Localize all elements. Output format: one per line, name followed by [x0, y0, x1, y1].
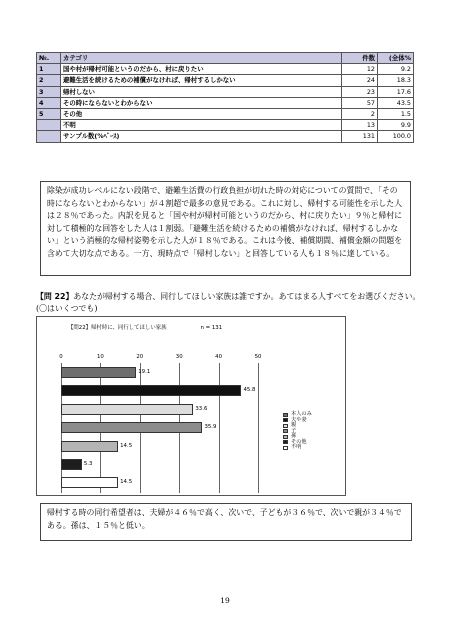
cell-no: 5 — [37, 108, 61, 119]
question-label: 【問 22】 — [36, 292, 74, 301]
legend-label: 親 — [291, 422, 297, 428]
legend-item — [283, 445, 312, 451]
cell-category: 国や村が帰村可能というのだから、村に戻りたい — [61, 64, 342, 75]
cell-count: 13 — [342, 120, 378, 131]
cell-no: 3 — [37, 86, 61, 97]
legend-label: その他 — [291, 438, 307, 445]
legend-swatch — [283, 418, 288, 422]
cell-no: 1 — [37, 64, 61, 75]
legend-label: 夫や妻 — [291, 416, 307, 423]
bar-子 — [61, 422, 202, 433]
bar-value-label: 14.5 — [120, 442, 133, 449]
legend-label: 子 — [291, 427, 297, 434]
legend-label: 孫 — [291, 433, 297, 439]
cell-count: 24 — [342, 75, 378, 86]
cell-category: その時にならないとわからない — [61, 97, 342, 108]
bar-不明 — [61, 477, 118, 488]
cell-category: 帰村しない — [61, 86, 342, 97]
bar-value-label: 19.1 — [138, 369, 151, 375]
legend-label: 本人のみ — [291, 411, 312, 417]
x-tick-label: 30 — [175, 354, 183, 360]
bar-value-label: 35.9 — [204, 424, 217, 431]
legend-swatch — [283, 440, 288, 444]
cell-pct: 1.5 — [378, 108, 414, 119]
table-row — [37, 64, 414, 75]
legend-swatch — [283, 413, 288, 417]
commentary-text-2: 帰村する時の同行希望者は、夫婦が４６％で高く、次いで、子どもが３６％で、次いで親が３４％である。孫は、１５％と低い。 — [47, 508, 402, 530]
cell-pct: 43.5 — [378, 97, 414, 108]
table-row — [37, 75, 414, 86]
cell-pct: 9.2 — [378, 64, 414, 75]
header-category: カテゴリ — [61, 53, 342, 64]
commentary-text-1: 除染が成功レベルにない段階で、避難生活費の行政負担が切れた時の対応についての質問で、「その時にならないとわからない」が４割超で最多の意見である。これに対し、帰村する可能性を示した人は２８％であった。内訳を見ると「国や村が帰村可能というのだから、村に戻りたい」９％と帰村に対して積極的な回答をした人は１割弱。「避難生活を続けるための補償がなければ、帰村するしかない」という消極的な帰村姿勢を示した人が１８％である。これは今後、補償期間、補償金額の問題を含めて大切な点である。一方、現時点で「帰村しない」と回答している人も１８％に達している。 — [47, 186, 403, 258]
cell-pct: 9.9 — [378, 120, 414, 131]
x-tick-label: 20 — [136, 354, 144, 360]
table-header-row — [37, 53, 414, 64]
x-tick-label: 40 — [215, 354, 223, 360]
grid-line — [219, 363, 220, 493]
cell-no: 2 — [37, 75, 61, 86]
bar-value-label: 5.3 — [83, 461, 93, 467]
answer-table — [36, 52, 414, 143]
legend-label: 不明 — [291, 444, 302, 450]
cell-count: 57 — [342, 97, 378, 108]
chart-n-label: n = 131 — [200, 325, 223, 331]
cell-pct: 100.0 — [378, 131, 414, 142]
commentary-box-2 — [40, 503, 412, 541]
bar-value-label: 33.6 — [195, 405, 208, 412]
legend-swatch — [283, 429, 288, 433]
cell-no — [37, 120, 61, 131]
header-no: №. — [37, 53, 61, 64]
legend-swatch — [283, 435, 288, 439]
cell-no — [37, 131, 61, 142]
cell-pct: 18.3 — [378, 75, 414, 86]
bar-その他 — [61, 459, 82, 470]
bar-value-label: 14.5 — [120, 479, 133, 486]
table-row — [37, 97, 414, 108]
chart-title-row — [68, 323, 222, 331]
bar-本人のみ — [61, 367, 136, 378]
bar-夫や妻 — [61, 385, 241, 396]
table-row — [37, 108, 414, 119]
cell-category: 不明 — [61, 120, 342, 131]
x-tick-label: 10 — [96, 354, 104, 360]
bar-value-label: 45.8 — [243, 387, 256, 394]
cell-category: サンプル数(%ﾍﾞｰｽ) — [61, 131, 342, 142]
cell-count: 23 — [342, 86, 378, 97]
chart-legend — [283, 412, 312, 451]
table-row — [37, 131, 414, 142]
question-22 — [36, 291, 426, 315]
cell-no: 4 — [37, 97, 61, 108]
bar-孫 — [61, 441, 118, 452]
cell-count: 12 — [342, 64, 378, 75]
commentary-box-1 — [40, 181, 411, 276]
header-pct: (全体% — [378, 53, 414, 64]
cell-category: その他 — [61, 108, 342, 119]
header-count: 件数 — [342, 53, 378, 64]
grid-line — [258, 363, 259, 493]
cell-pct: 17.6 — [378, 86, 414, 97]
question-text: あなたが帰村する場合、同行してほしい家族は誰ですか。あてはまる人すべてをお選びください。(〇はいくつでも) — [36, 292, 421, 313]
table-row — [37, 120, 414, 131]
chart-title: 【問22】帰村時に、同行してほしい家族 — [68, 325, 167, 331]
x-tick-label: 0 — [59, 354, 63, 360]
page-number: 19 — [220, 596, 230, 605]
legend-swatch — [283, 424, 288, 428]
table-row — [37, 86, 414, 97]
cell-count: 131 — [342, 131, 378, 142]
cell-count: 2 — [342, 108, 378, 119]
x-tick-label: 50 — [254, 354, 262, 360]
cell-category: 避難生活を続けるための補償がなければ、帰村するしかない — [61, 75, 342, 86]
legend-swatch — [283, 446, 288, 450]
bar-親 — [61, 404, 193, 415]
